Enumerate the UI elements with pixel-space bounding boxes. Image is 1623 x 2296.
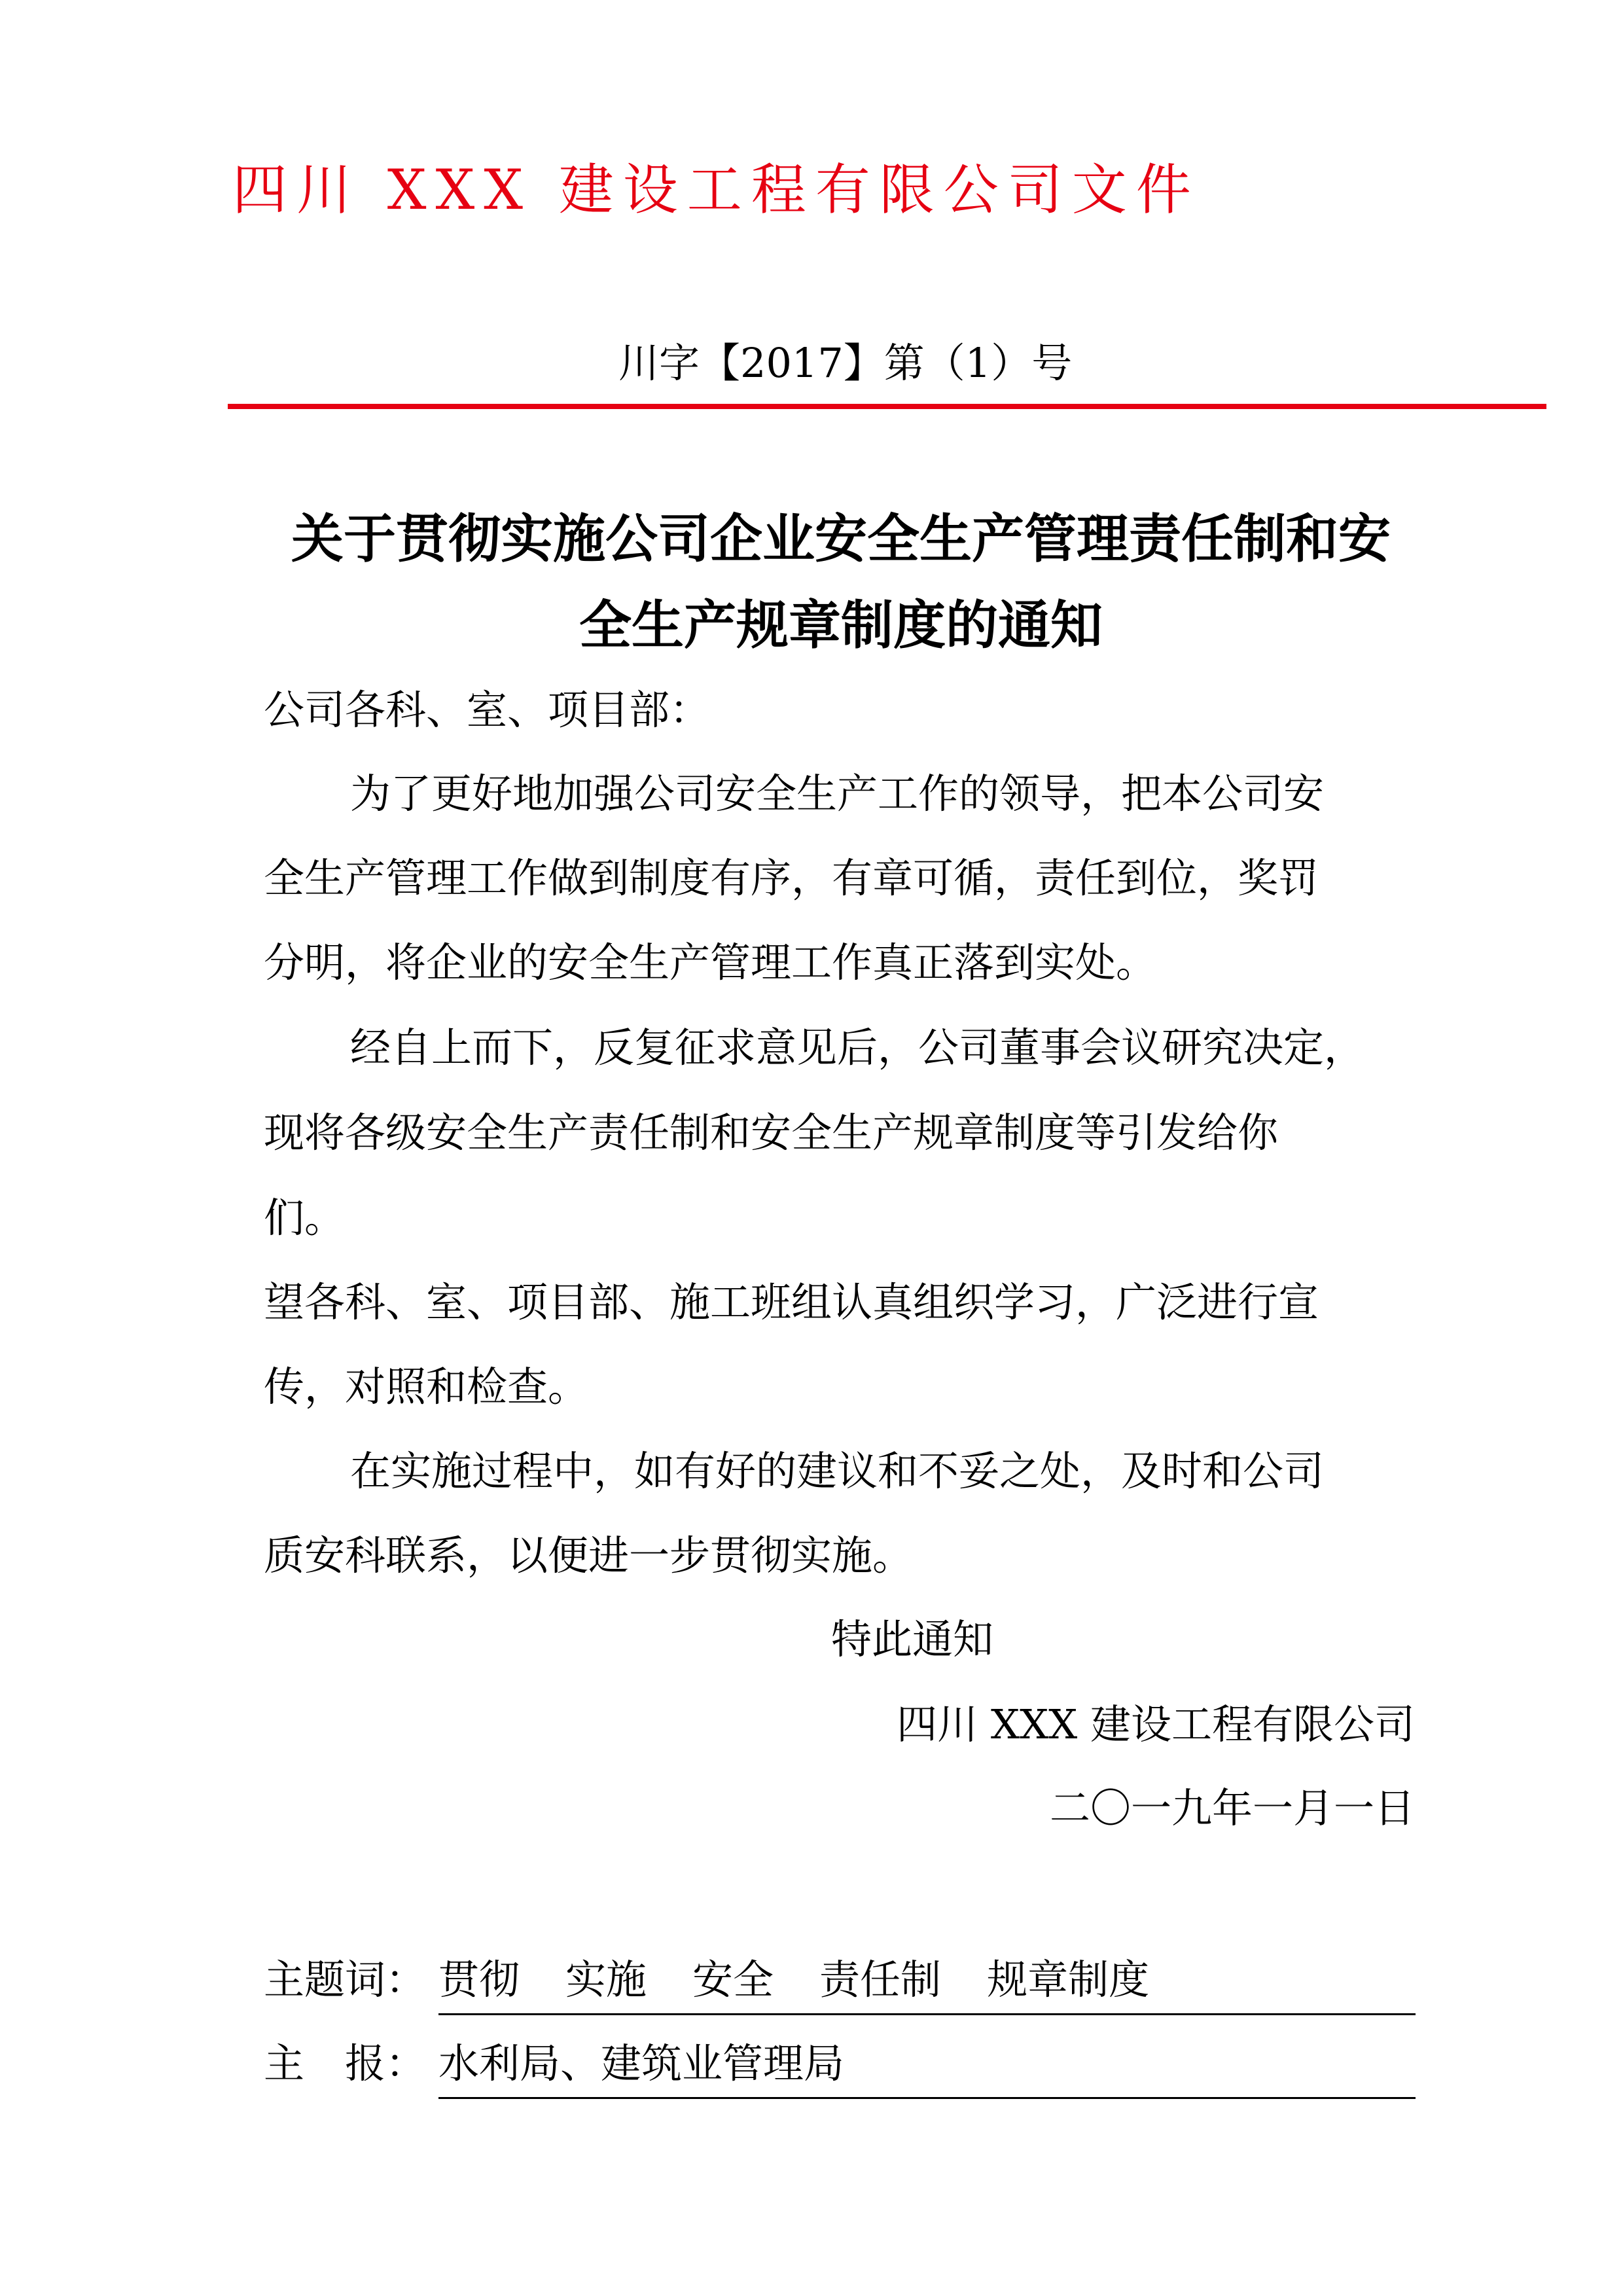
keyword: 安全	[692, 1956, 774, 2003]
keywords-row	[264, 1950, 1416, 2009]
paragraph-3-line-2: 传，对照和检查。	[264, 1363, 589, 1410]
keyword: 实施	[565, 1956, 647, 2003]
notice-title-line-1: 关于贯彻实施公司企业安全生产管理责任制和安	[291, 508, 1391, 569]
paragraph-2-line-2: 现将各级安全生产责任制和安全生产规章制度等引发给你	[264, 1109, 1279, 1157]
keywords-value	[438, 1950, 1416, 2015]
paragraph-1-line-1: 为了更好地加强公司安全生产工作的领导，把本公司安	[350, 770, 1325, 817]
document-header-title: 四川 XXX 建设工程有限公司文件	[232, 158, 1200, 222]
document-number: 川字【2017】第（1）号	[618, 339, 1073, 387]
keyword: 责任制	[819, 1956, 942, 2003]
paragraph-4-line-2: 质安科联系，以便进一步贯彻实施。	[264, 1532, 914, 1579]
keyword: 规章制度	[987, 1956, 1150, 2003]
paragraph-1-line-2: 全生产管理工作做到制度有序，有章可循，责任到位，奖罚	[264, 854, 1319, 902]
notice-title-line-2: 全生产规章制度的通知	[579, 594, 1103, 656]
paragraph-4-line-1: 在实施过程中，如有好的建议和不妥之处，及时和公司	[350, 1447, 1325, 1495]
paragraph-2-line-1: 经自上而下，反复征求意见后，公司董事会议研究决定，	[350, 1024, 1365, 1071]
date: 二〇一九年一月一日	[1049, 1784, 1415, 1832]
keyword: 贯彻	[438, 1956, 520, 2003]
report-value	[438, 2034, 1416, 2099]
report-label: 主 报：	[264, 2039, 427, 2087]
paragraph-1-line-3: 分明，将企业的安全生产管理工作真正落到实处。	[264, 939, 1157, 986]
report-recipients: 水利局、建筑业管理局	[438, 2039, 845, 2087]
report-row	[264, 2034, 1416, 2093]
paragraph-2-line-3: 们。	[264, 1194, 346, 1242]
paragraph-3-line-1: 望各科、室、项目部、施工班组认真组织学习，广泛进行宣	[264, 1278, 1319, 1326]
keywords-label: 主题词：	[264, 1956, 427, 2003]
signature: 四川 XXX 建设工程有限公司	[897, 1700, 1415, 1748]
header-divider	[228, 404, 1546, 409]
closing: 特此通知	[831, 1615, 994, 1663]
salutation: 公司各科、室、项目部：	[264, 686, 711, 734]
